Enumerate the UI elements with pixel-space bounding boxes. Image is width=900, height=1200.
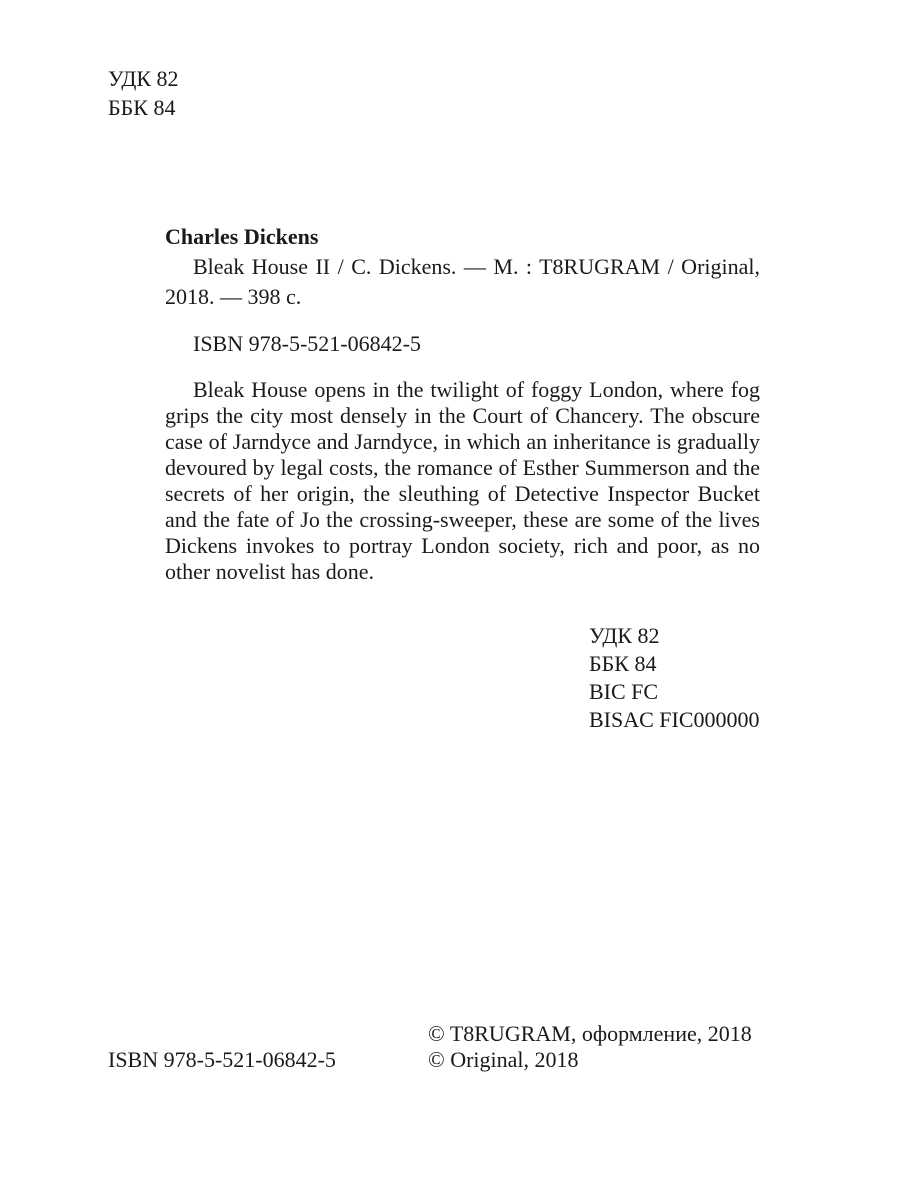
annotation: Bleak House opens in the twilight of foggy London, where fog grips the city most densely in the Court of Chancery. The obscure case of Jarndyce and Jarndyce, in which an inheritance is gradually devoured by legal costs, the romance of Esther Summerson and the secrets of her origin, the sleuthing of Detective Inspector Bucket and the fate of Jo the crossing-sweeper, these are some of the lives Dickens invokes to portray London society, rich and poor, as no other novelist has done. — [165, 377, 760, 584]
top-classification-codes — [108, 64, 179, 122]
author-name: Charles Dickens — [165, 224, 319, 249]
copyright-design: © T8RUGRAM, оформление, 2018 — [428, 1021, 752, 1046]
citation: Bleak House II / C. Dickens. — M. : T8RUGRAM / Original, 2018. — 398 с. — [165, 254, 760, 309]
bbk-code: ББК 84 — [108, 95, 176, 120]
bibliographic-record — [165, 222, 760, 585]
classification-codes — [589, 622, 760, 734]
bic-code: BIC FC — [589, 679, 659, 704]
udk-code: УДК 82 — [108, 66, 179, 91]
copyright-original: © Original, 2018 — [428, 1047, 579, 1072]
footer-isbn: ISBN 978-5-521-06842-5 — [108, 1047, 336, 1072]
bisac-code: BISAC FIC000000 — [589, 707, 760, 732]
bbk-code: ББК 84 — [589, 651, 657, 676]
udk-code: УДК 82 — [589, 623, 660, 648]
copyright-notices — [428, 1021, 752, 1073]
isbn: ISBN 978-5-521-06842-5 — [193, 331, 421, 356]
